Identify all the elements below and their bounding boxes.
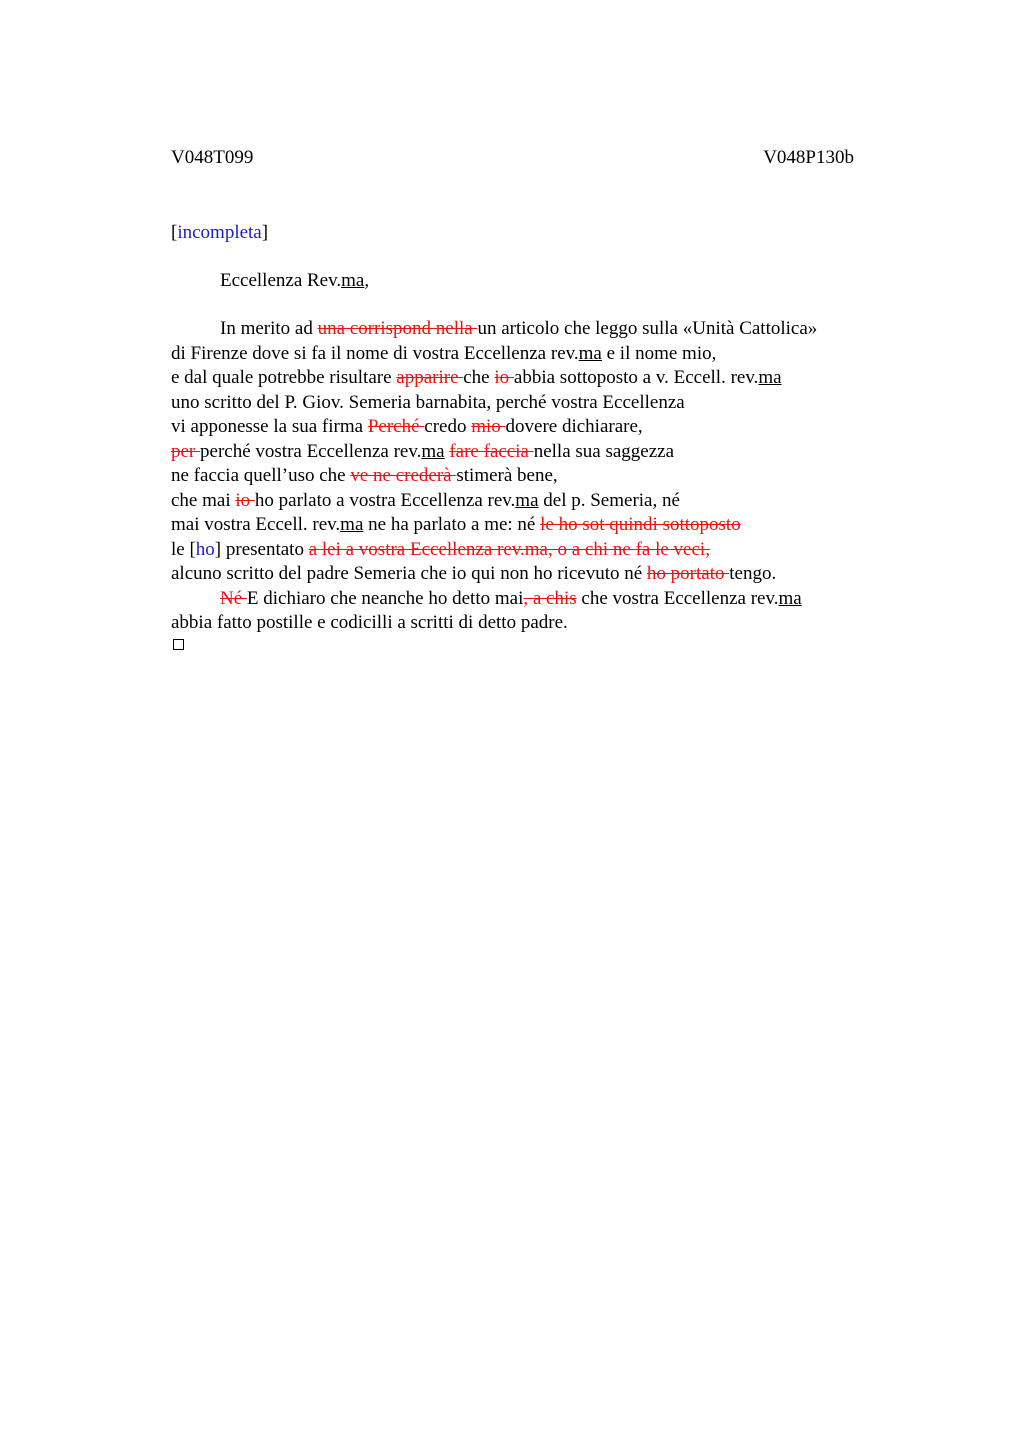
text-segment: perché vostra Eccellenza rev. [200,440,422,462]
text-line [171,612,891,637]
salutation [220,270,369,292]
text-line [171,441,891,466]
deleted-text: , a chis [523,587,577,609]
text-line [171,514,891,539]
deleted-text: fare faccia [449,440,534,462]
text-line [171,563,891,588]
text-segment: che mai [171,489,236,511]
abbreviation: ma [421,440,445,462]
text-segment: ne ha parlato a me: né [363,514,541,535]
text-segment: abbia fatto postille e codicilli a scritti di detto padre. [171,612,568,633]
status-note: [incompleta] [171,222,269,243]
deleted-text: ho portato [646,563,730,584]
text-segment: abbia sottoposto a v. Eccell. rev. [513,367,759,388]
deleted-text: Né [220,587,247,609]
deleted-text: io [235,489,255,511]
deleted-text: Perché [367,416,425,437]
deleted-text: mio [471,416,506,437]
text-line [171,539,891,564]
abbreviation: ma [578,342,602,364]
text-segment: un articolo che leggo sulla «Unità Cattolica» [477,318,818,339]
text-segment: mai vostra Eccell. rev. [171,514,341,535]
text-segment: le [ [171,538,196,560]
text-segment: ne faccia quell’uso che [171,465,351,486]
text-line [171,490,891,515]
text-segment: che vostra Eccellenza rev. [576,587,779,609]
text-segment: e dal quale potrebbe risultare [171,367,397,388]
text-segment: In merito ad [220,318,318,339]
document-code-left: V048T099 [171,147,254,168]
text-line [171,343,891,368]
text-line [171,465,891,490]
salutation-text: Eccellenza Rev. [220,270,342,291]
text-segment: che [463,367,495,388]
deleted-text: una corrispond nella [317,318,478,339]
text-line [171,318,891,343]
end-box-icon [173,639,184,650]
text-segment: di Firenze dove si fa il nome di vostra Eccellenza rev. [171,342,579,364]
text-segment: vi apponesse la sua firma [171,416,368,437]
document-code-right: V048P130b [763,147,854,168]
abbreviation: ma [778,587,802,609]
salutation-abbrev: ma [341,270,365,291]
text-segment: credo [424,416,472,437]
salutation-tail: , [364,270,370,291]
text-segment: tengo. [729,563,777,584]
text-segment: E dichiaro che neanche ho detto mai [246,587,524,609]
abbreviation: ma [758,367,782,388]
text-line [171,392,891,417]
deleted-text: le ho sot quindi sottoposto [540,514,741,535]
deleted-text: apparire [396,367,464,388]
text-segment: dovere dichiarare, [505,416,643,437]
abbreviation: ma [515,489,539,511]
text-segment: nella sua saggezza [533,440,675,462]
abbreviation: ma [340,514,364,535]
deleted-text: a lei a vostra Eccellenza rev.ma, o a chi ne fa le veci, [308,538,710,560]
text-line [171,367,891,392]
text-segment: e il nome mio, [601,342,717,364]
text-segment: alcuno scritto del padre Semeria che io qui non ho ricevuto né [171,563,647,584]
text-line [171,588,891,613]
deleted-text: per [171,440,201,462]
deleted-text: io [494,367,514,388]
text-segment: uno scritto del P. Giov. Semeria barnabita, perché vostra Eccellenza [171,391,685,413]
text-segment: ] presentato [214,538,309,560]
text-line [171,416,891,441]
text-segment: del p. Semeria, né [538,489,680,511]
deleted-text: ve ne crederà [350,465,457,486]
editorial-addition: ho [195,538,215,560]
text-segment: stimerà bene, [456,465,558,486]
status-note-text: incompleta [177,222,262,243]
text-segment: ho parlato a vostra Eccellenza rev. [254,489,516,511]
letter-body [171,318,891,637]
